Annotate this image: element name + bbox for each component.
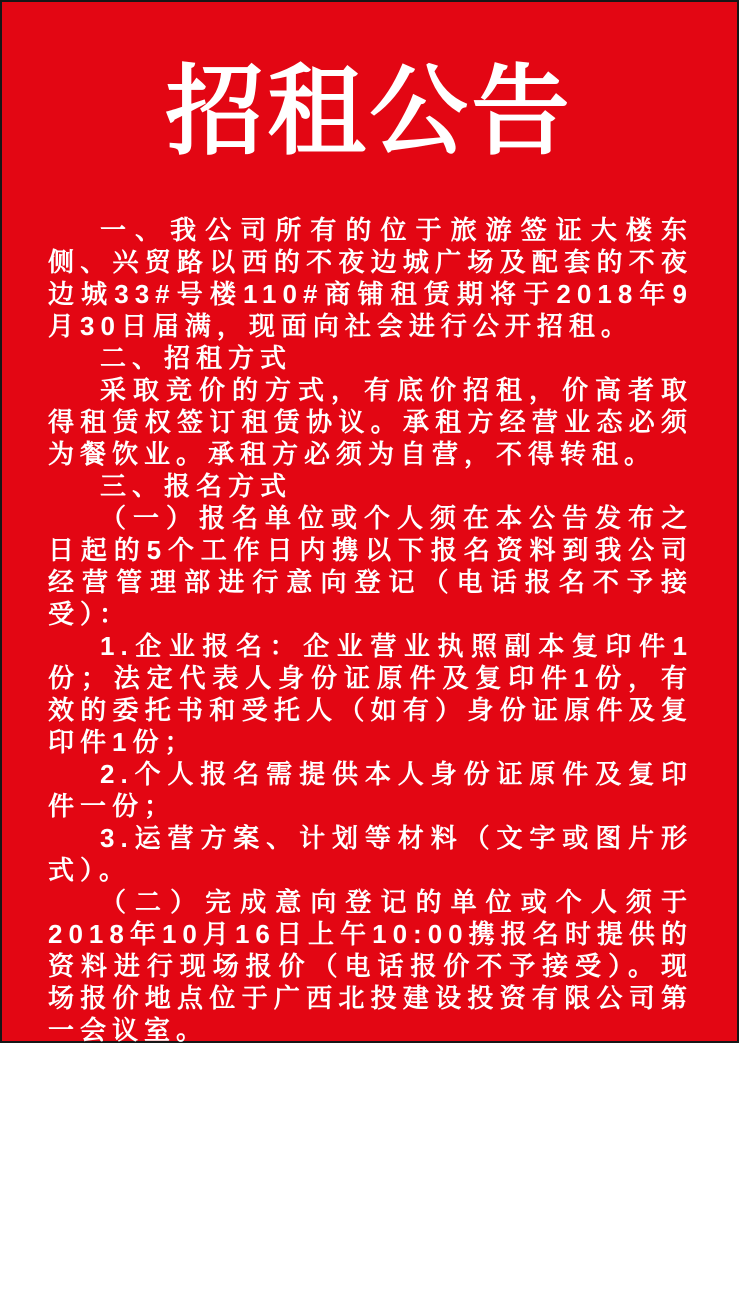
heading-registration-method: 三、报名方式 — [100, 471, 293, 501]
para-property-intro: 一、我公司所有的位于旅游签证大楼东侧、兴贸路以西的不夜边城广场及配套的不夜边城33#号楼110#商铺租赁期将于2018年9月30日届满，现面向社会进行公开招租。 — [48, 215, 693, 341]
para-interpretation-rights: 四、本公告由广西北投建设投资有限公司负责制定、修改，最终解释权属于广西北投建设投资有限公司。 — [48, 1047, 693, 1141]
heading-leasing-method: 二、招租方式 — [100, 343, 293, 373]
signature-block — [2, 1237, 737, 1299]
para-leasing-method: 采取竞价的方式，有底价招租，价高者取得租赁权签订租赁协议。承租方经营业态必须为餐饮业。承租方必须为自营，不得转租。 — [48, 375, 693, 469]
announcement-body — [48, 214, 693, 1206]
para-individual-registration-materials: 2.个人报名需提供本人身份证原件及复印件一份； — [48, 759, 693, 821]
signature-inner — [405, 1237, 681, 1299]
signature-company: 广西北投建设投资有限公司 — [404, 1240, 681, 1265]
poster-title: 招租公告 — [165, 59, 574, 167]
para-operation-plan-materials: 3.运营方案、计划等材料（文字或图片形式）。 — [48, 823, 693, 885]
signature-date: 2018年9月30日 — [462, 1271, 624, 1296]
para-onsite-bidding: （二）完成意向登记的单位或个人须于2018年10月16日上午10:00携报名时提供的资料进行现场报价（电话报价不予接受）。现场报价地点位于广西北投建设投资有限公司第一会议室。 — [48, 887, 693, 1045]
para-contact-info: 联系人：李先生 联系电话：0770-6291633 — [48, 1143, 693, 1205]
para-registration-intro: （一）报名单位或个人须在本公告发布之日起的5个工作日内携以下报名资料到我公司经营管理部进行意向登记（电话报名不予接受）： — [48, 503, 693, 629]
para-company-registration-materials: 1.企业报名：企业营业执照副本复印件1份；法定代表人身份证原件及复印件1份，有效的委托书和受托人（如有）身份证原件及复印件1份； — [48, 631, 693, 757]
